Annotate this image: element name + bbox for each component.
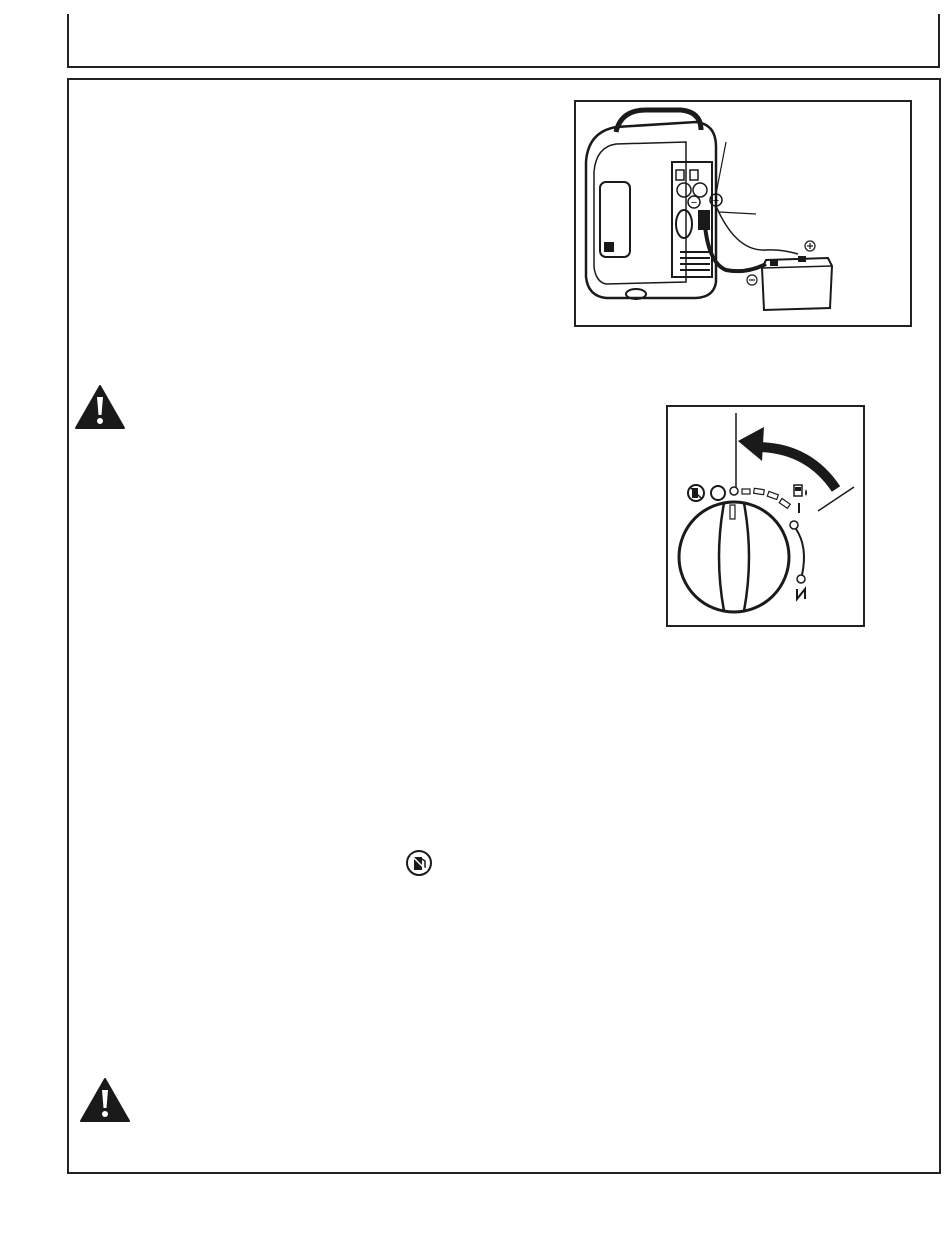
generator-illustration [576,102,910,325]
page-header-frame [67,14,940,68]
fuel-off-icon [404,848,434,878]
fuel-off-icon [688,485,704,501]
battery-charging-figure [574,100,912,327]
warning-triangle-icon [74,383,126,431]
fuel-valve-figure [666,405,865,627]
svg-text:−: − [690,197,698,209]
fuel-on-icon [794,485,807,496]
warning-triangle-icon [79,1076,131,1124]
svg-text:+: + [712,195,720,207]
arrow-icon [738,427,836,489]
knob-icon [679,502,789,612]
